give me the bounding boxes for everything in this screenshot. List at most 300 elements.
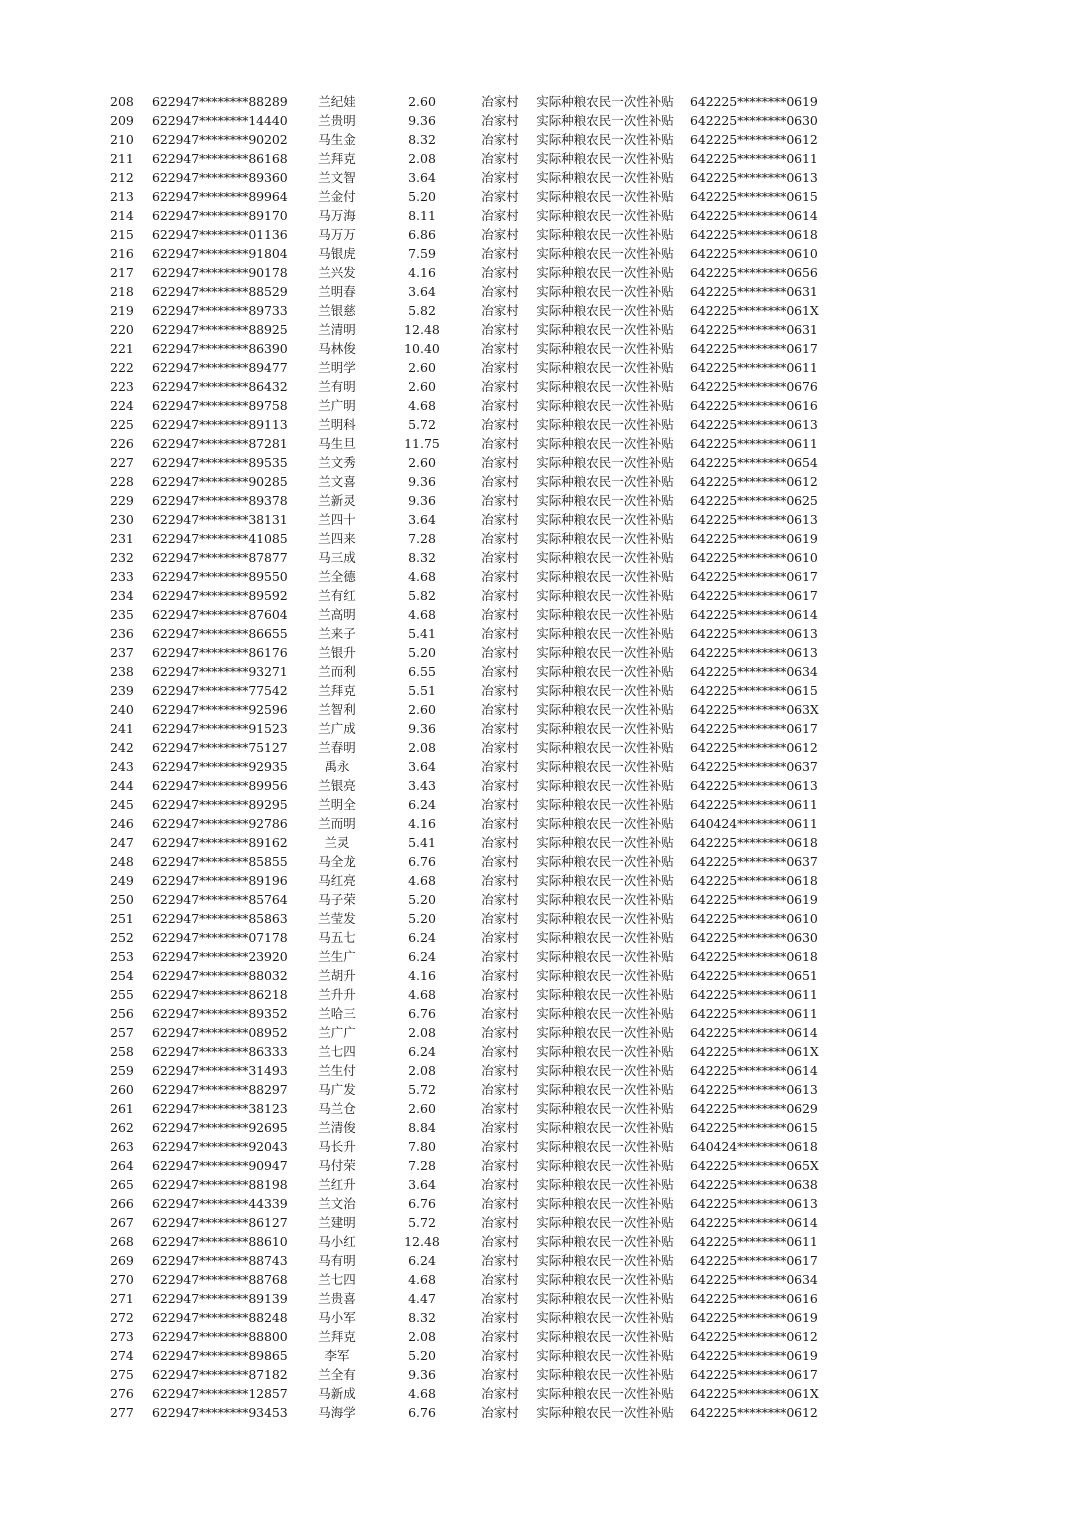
bank-card-number: 622947********91523 bbox=[152, 721, 288, 736]
id-card-number: 642225********0610 bbox=[690, 246, 818, 261]
subsidy-amount: 2.60 bbox=[408, 360, 436, 375]
village-name: 冶家村 bbox=[481, 436, 519, 451]
row-number: 252 bbox=[110, 930, 134, 945]
bank-card-number: 622947********90202 bbox=[152, 132, 288, 147]
village-name: 冶家村 bbox=[481, 132, 519, 147]
village-name: 冶家村 bbox=[481, 113, 519, 128]
subsidy-amount: 3.43 bbox=[408, 778, 436, 793]
farmer-name: 马长升 bbox=[318, 1139, 356, 1154]
subsidy-type: 实际种粮农民一次性补贴 bbox=[536, 702, 674, 717]
village-name: 冶家村 bbox=[481, 474, 519, 489]
farmer-name: 兰银亮 bbox=[318, 778, 356, 793]
subsidy-amount: 4.16 bbox=[408, 816, 436, 831]
id-card-number: 642225********0637 bbox=[690, 854, 818, 869]
subsidy-type: 实际种粮农民一次性补贴 bbox=[536, 531, 674, 546]
farmer-name: 兰贵明 bbox=[318, 113, 356, 128]
farmer-name: 马有明 bbox=[318, 1253, 356, 1268]
farmer-name: 兰银升 bbox=[318, 645, 356, 660]
id-card-number: 642225********0610 bbox=[690, 911, 818, 926]
farmer-name: 兰拜克 bbox=[318, 1329, 356, 1344]
table-row bbox=[0, 377, 1074, 396]
farmer-name: 马万海 bbox=[318, 208, 356, 223]
subsidy-type: 实际种粮农民一次性补贴 bbox=[536, 1082, 674, 1097]
subsidy-amount: 6.24 bbox=[408, 930, 436, 945]
farmer-name: 兰清明 bbox=[318, 322, 356, 337]
subsidy-amount: 4.16 bbox=[408, 265, 436, 280]
subsidy-amount: 2.60 bbox=[408, 379, 436, 394]
farmer-name: 马小军 bbox=[318, 1310, 356, 1325]
subsidy-amount: 2.08 bbox=[408, 1063, 436, 1078]
bank-card-number: 622947********38131 bbox=[152, 512, 288, 527]
subsidy-amount: 8.32 bbox=[408, 132, 436, 147]
village-name: 冶家村 bbox=[481, 322, 519, 337]
row-number: 247 bbox=[110, 835, 134, 850]
table-row bbox=[0, 909, 1074, 928]
village-name: 冶家村 bbox=[481, 721, 519, 736]
village-name: 冶家村 bbox=[481, 683, 519, 698]
village-name: 冶家村 bbox=[481, 816, 519, 831]
village-name: 冶家村 bbox=[481, 873, 519, 888]
village-name: 冶家村 bbox=[481, 94, 519, 109]
farmer-name: 兰建明 bbox=[318, 1215, 356, 1230]
id-card-number: 642225********0613 bbox=[690, 645, 818, 660]
id-card-number: 640424********0611 bbox=[690, 816, 818, 831]
row-number: 212 bbox=[110, 170, 134, 185]
id-card-number: 642225********0611 bbox=[690, 1234, 818, 1249]
subsidy-type: 实际种粮农民一次性补贴 bbox=[536, 1006, 674, 1021]
bank-card-number: 622947********86127 bbox=[152, 1215, 288, 1230]
farmer-name: 兰明全 bbox=[318, 797, 356, 812]
subsidy-type: 实际种粮农民一次性补贴 bbox=[536, 493, 674, 508]
id-card-number: 642225********0614 bbox=[690, 607, 818, 622]
bank-card-number: 622947********89865 bbox=[152, 1348, 288, 1363]
subsidy-type: 实际种粮农民一次性补贴 bbox=[536, 911, 674, 926]
farmer-name: 马全龙 bbox=[318, 854, 356, 869]
village-name: 冶家村 bbox=[481, 911, 519, 926]
farmer-name: 兰有明 bbox=[318, 379, 356, 394]
id-card-number: 642225********0612 bbox=[690, 1405, 818, 1420]
farmer-name: 兰莹发 bbox=[318, 911, 356, 926]
bank-card-number: 622947********89956 bbox=[152, 778, 288, 793]
bank-card-number: 622947********85863 bbox=[152, 911, 288, 926]
subsidy-amount: 2.08 bbox=[408, 1025, 436, 1040]
id-card-number: 642225********0625 bbox=[690, 493, 818, 508]
farmer-name: 兰金付 bbox=[318, 189, 356, 204]
subsidy-amount: 5.20 bbox=[408, 189, 436, 204]
bank-card-number: 622947********88289 bbox=[152, 94, 288, 109]
bank-card-number: 622947********86390 bbox=[152, 341, 288, 356]
village-name: 冶家村 bbox=[481, 1386, 519, 1401]
row-number: 214 bbox=[110, 208, 134, 223]
subsidy-amount: 4.68 bbox=[408, 873, 436, 888]
farmer-name: 兰拜克 bbox=[318, 151, 356, 166]
table-row bbox=[0, 130, 1074, 149]
bank-card-number: 622947********93271 bbox=[152, 664, 288, 679]
row-number: 226 bbox=[110, 436, 134, 451]
bank-card-number: 622947********90285 bbox=[152, 474, 288, 489]
bank-card-number: 622947********86168 bbox=[152, 151, 288, 166]
bank-card-number: 622947********89295 bbox=[152, 797, 288, 812]
row-number: 232 bbox=[110, 550, 134, 565]
bank-card-number: 622947********89170 bbox=[152, 208, 288, 223]
row-number: 209 bbox=[110, 113, 134, 128]
farmer-name: 兰文智 bbox=[318, 170, 356, 185]
id-card-number: 642225********0611 bbox=[690, 436, 818, 451]
table-row bbox=[0, 1023, 1074, 1042]
farmer-name: 兰高明 bbox=[318, 607, 356, 622]
table-row bbox=[0, 244, 1074, 263]
subsidy-amount: 12.48 bbox=[404, 322, 440, 337]
village-name: 冶家村 bbox=[481, 797, 519, 812]
table-row bbox=[0, 225, 1074, 244]
subsidy-amount: 6.24 bbox=[408, 797, 436, 812]
farmer-name: 兰广广 bbox=[318, 1025, 356, 1040]
subsidy-amount: 6.24 bbox=[408, 1253, 436, 1268]
row-number: 216 bbox=[110, 246, 134, 261]
subsidy-type: 实际种粮农民一次性补贴 bbox=[536, 1234, 674, 1249]
farmer-name: 兰胡升 bbox=[318, 968, 356, 983]
farmer-name: 马兰仓 bbox=[318, 1101, 356, 1116]
farmer-name: 兰明学 bbox=[318, 360, 356, 375]
village-name: 冶家村 bbox=[481, 189, 519, 204]
subsidy-amount: 4.68 bbox=[408, 1272, 436, 1287]
table-row bbox=[0, 358, 1074, 377]
subsidy-amount: 4.68 bbox=[408, 607, 436, 622]
farmer-name: 马生旦 bbox=[318, 436, 356, 451]
subsidy-type: 实际种粮农民一次性补贴 bbox=[536, 246, 674, 261]
farmer-name: 兰全有 bbox=[318, 1367, 356, 1382]
row-number: 231 bbox=[110, 531, 134, 546]
table-row bbox=[0, 567, 1074, 586]
table-row bbox=[0, 605, 1074, 624]
bank-card-number: 622947********88743 bbox=[152, 1253, 288, 1268]
id-card-number: 642225********0617 bbox=[690, 341, 818, 356]
village-name: 冶家村 bbox=[481, 588, 519, 603]
bank-card-number: 622947********86655 bbox=[152, 626, 288, 641]
id-card-number: 642225********061X bbox=[690, 1044, 819, 1059]
id-card-number: 642225********0618 bbox=[690, 835, 818, 850]
subsidy-amount: 4.68 bbox=[408, 569, 436, 584]
bank-card-number: 622947********12857 bbox=[152, 1386, 288, 1401]
id-card-number: 642225********0613 bbox=[690, 1196, 818, 1211]
village-name: 冶家村 bbox=[481, 493, 519, 508]
subsidy-type: 实际种粮农民一次性补贴 bbox=[536, 550, 674, 565]
subsidy-type: 实际种粮农民一次性补贴 bbox=[536, 1177, 674, 1192]
farmer-name: 兰明春 bbox=[318, 284, 356, 299]
row-number: 251 bbox=[110, 911, 134, 926]
subsidy-type: 实际种粮农民一次性补贴 bbox=[536, 645, 674, 660]
table-row bbox=[0, 814, 1074, 833]
subsidy-type: 实际种粮农民一次性补贴 bbox=[536, 1215, 674, 1230]
subsidy-amount: 2.60 bbox=[408, 94, 436, 109]
farmer-name: 兰生付 bbox=[318, 1063, 356, 1078]
village-name: 冶家村 bbox=[481, 360, 519, 375]
table-row bbox=[0, 1232, 1074, 1251]
table-row bbox=[0, 1137, 1074, 1156]
row-number: 250 bbox=[110, 892, 134, 907]
table-row bbox=[0, 1346, 1074, 1365]
village-name: 冶家村 bbox=[481, 702, 519, 717]
id-card-number: 642225********0638 bbox=[690, 1177, 818, 1192]
id-card-number: 642225********0656 bbox=[690, 265, 818, 280]
row-number: 272 bbox=[110, 1310, 134, 1325]
bank-card-number: 622947********89196 bbox=[152, 873, 288, 888]
bank-card-number: 622947********89352 bbox=[152, 1006, 288, 1021]
subsidy-type: 实际种粮农民一次性补贴 bbox=[536, 512, 674, 527]
subsidy-amount: 5.20 bbox=[408, 1348, 436, 1363]
row-number: 237 bbox=[110, 645, 134, 660]
subsidy-amount: 2.08 bbox=[408, 151, 436, 166]
bank-card-number: 622947********89378 bbox=[152, 493, 288, 508]
village-name: 冶家村 bbox=[481, 1196, 519, 1211]
table-row bbox=[0, 1251, 1074, 1270]
row-number: 230 bbox=[110, 512, 134, 527]
village-name: 冶家村 bbox=[481, 1044, 519, 1059]
id-card-number: 642225********0618 bbox=[690, 949, 818, 964]
row-number: 266 bbox=[110, 1196, 134, 1211]
farmer-name: 兰广成 bbox=[318, 721, 356, 736]
id-card-number: 642225********0634 bbox=[690, 664, 818, 679]
bank-card-number: 622947********89550 bbox=[152, 569, 288, 584]
row-number: 260 bbox=[110, 1082, 134, 1097]
id-card-number: 642225********0612 bbox=[690, 132, 818, 147]
farmer-name: 马万万 bbox=[318, 227, 356, 242]
farmer-name: 兰纪娃 bbox=[318, 94, 356, 109]
bank-card-number: 622947********75127 bbox=[152, 740, 288, 755]
id-card-number: 642225********0611 bbox=[690, 151, 818, 166]
id-card-number: 642225********0613 bbox=[690, 417, 818, 432]
subsidy-amount: 5.51 bbox=[408, 683, 436, 698]
subsidy-type: 实际种粮农民一次性补贴 bbox=[536, 398, 674, 413]
village-name: 冶家村 bbox=[481, 1101, 519, 1116]
subsidy-amount: 6.24 bbox=[408, 949, 436, 964]
row-number: 254 bbox=[110, 968, 134, 983]
subsidy-type: 实际种粮农民一次性补贴 bbox=[536, 1329, 674, 1344]
bank-card-number: 622947********88198 bbox=[152, 1177, 288, 1192]
subsidy-type: 实际种粮农民一次性补贴 bbox=[536, 1063, 674, 1078]
row-number: 236 bbox=[110, 626, 134, 641]
id-card-number: 642225********0676 bbox=[690, 379, 818, 394]
farmer-name: 马林俊 bbox=[318, 341, 356, 356]
table-row bbox=[0, 928, 1074, 947]
id-card-number: 642225********0613 bbox=[690, 626, 818, 641]
subsidy-type: 实际种粮农民一次性补贴 bbox=[536, 949, 674, 964]
subsidy-amount: 10.40 bbox=[404, 341, 440, 356]
table-row bbox=[0, 1403, 1074, 1422]
id-card-number: 642225********0615 bbox=[690, 1120, 818, 1135]
table-row bbox=[0, 263, 1074, 282]
subsidy-amount: 6.86 bbox=[408, 227, 436, 242]
village-name: 冶家村 bbox=[481, 930, 519, 945]
bank-card-number: 622947********85764 bbox=[152, 892, 288, 907]
id-card-number: 642225********0612 bbox=[690, 474, 818, 489]
row-number: 268 bbox=[110, 1234, 134, 1249]
subsidy-amount: 8.11 bbox=[408, 208, 436, 223]
subsidy-type: 实际种粮农民一次性补贴 bbox=[536, 417, 674, 432]
bank-card-number: 622947********86432 bbox=[152, 379, 288, 394]
row-number: 213 bbox=[110, 189, 134, 204]
table-row bbox=[0, 548, 1074, 567]
subsidy-type: 实际种粮农民一次性补贴 bbox=[536, 569, 674, 584]
table-row bbox=[0, 1289, 1074, 1308]
subsidy-type: 实际种粮农民一次性补贴 bbox=[536, 1310, 674, 1325]
id-card-number: 642225********0634 bbox=[690, 1272, 818, 1287]
village-name: 冶家村 bbox=[481, 569, 519, 584]
subsidy-amount: 8.32 bbox=[408, 1310, 436, 1325]
village-name: 冶家村 bbox=[481, 1272, 519, 1287]
row-number: 235 bbox=[110, 607, 134, 622]
subsidy-amount: 6.24 bbox=[408, 1044, 436, 1059]
id-card-number: 642225********0619 bbox=[690, 94, 818, 109]
subsidy-type: 实际种粮农民一次性补贴 bbox=[536, 1139, 674, 1154]
subsidy-amount: 5.20 bbox=[408, 892, 436, 907]
table-row bbox=[0, 985, 1074, 1004]
subsidy-type: 实际种粮农民一次性补贴 bbox=[536, 360, 674, 375]
row-number: 242 bbox=[110, 740, 134, 755]
subsidy-type: 实际种粮农民一次性补贴 bbox=[536, 1025, 674, 1040]
village-name: 冶家村 bbox=[481, 968, 519, 983]
subsidy-type: 实际种粮农民一次性补贴 bbox=[536, 1196, 674, 1211]
subsidy-type: 实际种粮农民一次性补贴 bbox=[536, 892, 674, 907]
subsidy-amount: 6.55 bbox=[408, 664, 436, 679]
table-row bbox=[0, 757, 1074, 776]
row-number: 270 bbox=[110, 1272, 134, 1287]
row-number: 244 bbox=[110, 778, 134, 793]
village-name: 冶家村 bbox=[481, 341, 519, 356]
table-row bbox=[0, 776, 1074, 795]
farmer-name: 兰来子 bbox=[318, 626, 356, 641]
subsidy-amount: 4.16 bbox=[408, 968, 436, 983]
id-card-number: 642225********0613 bbox=[690, 512, 818, 527]
farmer-name: 兰广明 bbox=[318, 398, 356, 413]
id-card-number: 642225********0616 bbox=[690, 1291, 818, 1306]
farmer-name: 马五七 bbox=[318, 930, 356, 945]
bank-card-number: 622947********93453 bbox=[152, 1405, 288, 1420]
id-card-number: 642225********0615 bbox=[690, 189, 818, 204]
village-name: 冶家村 bbox=[481, 1063, 519, 1078]
farmer-name: 马广发 bbox=[318, 1082, 356, 1097]
subsidy-amount: 9.36 bbox=[408, 721, 436, 736]
table-row bbox=[0, 586, 1074, 605]
subsidy-amount: 5.72 bbox=[408, 1215, 436, 1230]
subsidy-type: 实际种粮农民一次性补贴 bbox=[536, 664, 674, 679]
id-card-number: 642225********0613 bbox=[690, 778, 818, 793]
subsidy-type: 实际种粮农民一次性补贴 bbox=[536, 778, 674, 793]
id-card-number: 642225********063X bbox=[690, 702, 819, 717]
bank-card-number: 622947********89477 bbox=[152, 360, 288, 375]
subsidy-amount: 4.68 bbox=[408, 1386, 436, 1401]
bank-card-number: 622947********86176 bbox=[152, 645, 288, 660]
table-row bbox=[0, 1099, 1074, 1118]
village-name: 冶家村 bbox=[481, 512, 519, 527]
table-row bbox=[0, 871, 1074, 890]
subsidy-amount: 7.59 bbox=[408, 246, 436, 261]
table-row bbox=[0, 1080, 1074, 1099]
subsidy-amount: 2.60 bbox=[408, 702, 436, 717]
village-name: 冶家村 bbox=[481, 227, 519, 242]
id-card-number: 642225********061X bbox=[690, 1386, 819, 1401]
row-number: 224 bbox=[110, 398, 134, 413]
bank-card-number: 622947********89360 bbox=[152, 170, 288, 185]
farmer-name: 马子荣 bbox=[318, 892, 356, 907]
bank-card-number: 622947********88529 bbox=[152, 284, 288, 299]
row-number: 267 bbox=[110, 1215, 134, 1230]
village-name: 冶家村 bbox=[481, 417, 519, 432]
subsidy-amount: 7.28 bbox=[408, 1158, 436, 1173]
bank-card-number: 622947********92596 bbox=[152, 702, 288, 717]
row-number: 208 bbox=[110, 94, 134, 109]
subsidy-type: 实际种粮农民一次性补贴 bbox=[536, 341, 674, 356]
table-row bbox=[0, 700, 1074, 719]
subsidy-amount: 5.20 bbox=[408, 911, 436, 926]
id-card-number: 642225********0617 bbox=[690, 588, 818, 603]
table-row bbox=[0, 320, 1074, 339]
village-name: 冶家村 bbox=[481, 949, 519, 964]
farmer-name: 兰银慈 bbox=[318, 303, 356, 318]
subsidy-type: 实际种粮农民一次性补贴 bbox=[536, 151, 674, 166]
village-name: 冶家村 bbox=[481, 1158, 519, 1173]
table-row bbox=[0, 1118, 1074, 1137]
subsidy-amount: 5.82 bbox=[408, 588, 436, 603]
row-number: 238 bbox=[110, 664, 134, 679]
subsidy-type: 实际种粮农民一次性补贴 bbox=[536, 436, 674, 451]
farmer-name: 兰春明 bbox=[318, 740, 356, 755]
village-name: 冶家村 bbox=[481, 1082, 519, 1097]
farmer-name: 马海学 bbox=[318, 1405, 356, 1420]
farmer-name: 禹永 bbox=[324, 759, 350, 774]
table-row bbox=[0, 681, 1074, 700]
row-number: 227 bbox=[110, 455, 134, 470]
table-row bbox=[0, 1194, 1074, 1213]
bank-card-number: 622947********31493 bbox=[152, 1063, 288, 1078]
row-number: 241 bbox=[110, 721, 134, 736]
subsidy-type: 实际种粮农民一次性补贴 bbox=[536, 683, 674, 698]
id-card-number: 642225********0631 bbox=[690, 322, 818, 337]
village-name: 冶家村 bbox=[481, 1253, 519, 1268]
table-row bbox=[0, 1213, 1074, 1232]
village-name: 冶家村 bbox=[481, 1329, 519, 1344]
village-name: 冶家村 bbox=[481, 835, 519, 850]
table-row bbox=[0, 92, 1074, 111]
village-name: 冶家村 bbox=[481, 1291, 519, 1306]
subsidy-type: 实际种粮农民一次性补贴 bbox=[536, 607, 674, 622]
village-name: 冶家村 bbox=[481, 398, 519, 413]
id-card-number: 642225********0614 bbox=[690, 1215, 818, 1230]
subsidy-type: 实际种粮农民一次性补贴 bbox=[536, 759, 674, 774]
bank-card-number: 622947********86333 bbox=[152, 1044, 288, 1059]
row-number: 222 bbox=[110, 360, 134, 375]
row-number: 211 bbox=[110, 151, 134, 166]
bank-card-number: 622947********86218 bbox=[152, 987, 288, 1002]
village-name: 冶家村 bbox=[481, 1234, 519, 1249]
id-card-number: 642225********0629 bbox=[690, 1101, 818, 1116]
bank-card-number: 622947********92935 bbox=[152, 759, 288, 774]
table-row bbox=[0, 1042, 1074, 1061]
village-name: 冶家村 bbox=[481, 265, 519, 280]
row-number: 249 bbox=[110, 873, 134, 888]
id-card-number: 642225********0611 bbox=[690, 360, 818, 375]
subsidy-type: 实际种粮农民一次性补贴 bbox=[536, 455, 674, 470]
subsidy-type: 实际种粮农民一次性补贴 bbox=[536, 1348, 674, 1363]
subsidy-amount: 6.76 bbox=[408, 1006, 436, 1021]
id-card-number: 642225********0613 bbox=[690, 170, 818, 185]
row-number: 264 bbox=[110, 1158, 134, 1173]
id-card-number: 642225********0618 bbox=[690, 227, 818, 242]
bank-card-number: 622947********38123 bbox=[152, 1101, 288, 1116]
subsidy-amount: 3.64 bbox=[408, 284, 436, 299]
row-number: 223 bbox=[110, 379, 134, 394]
subsidy-amount: 9.36 bbox=[408, 493, 436, 508]
